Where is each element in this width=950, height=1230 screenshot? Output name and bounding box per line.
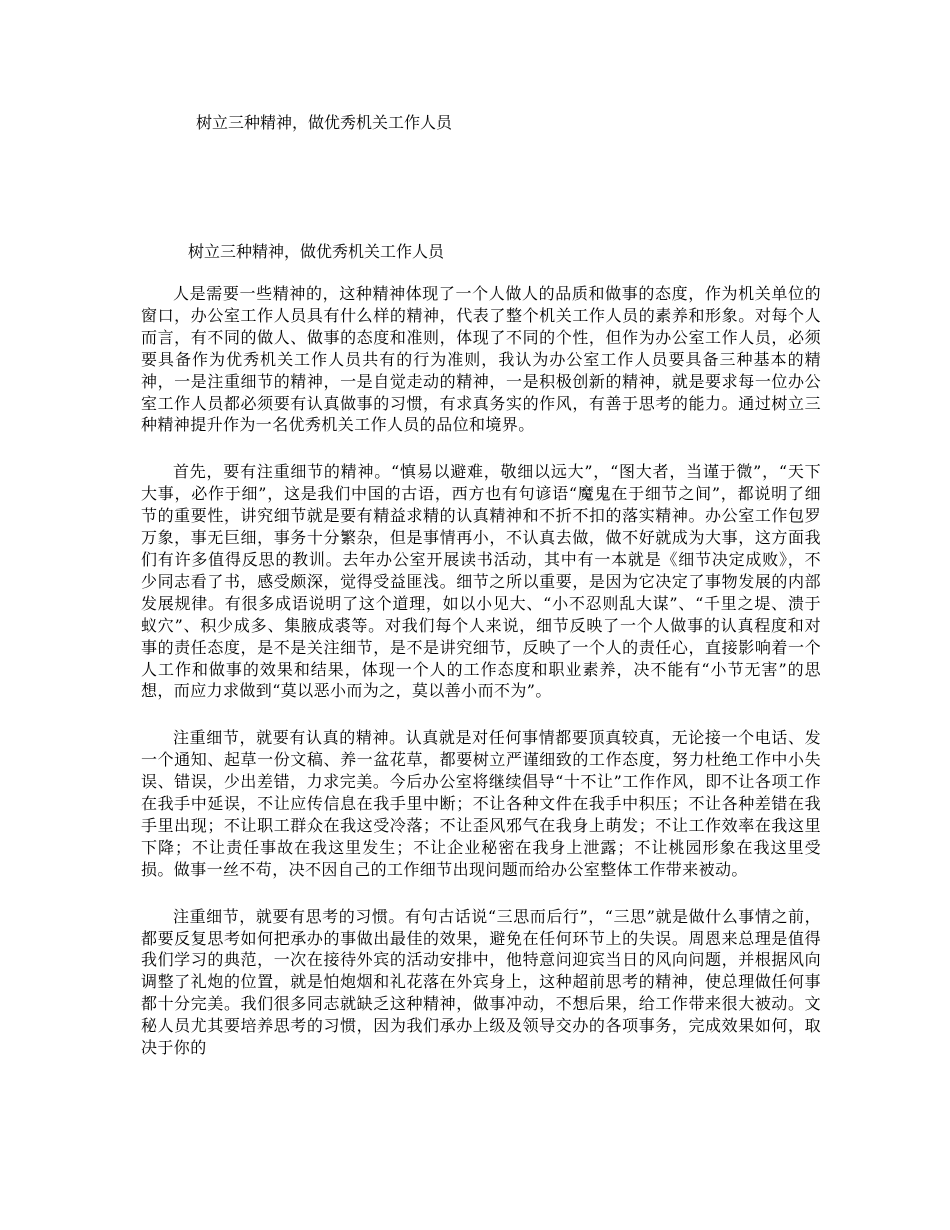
document-body — [141, 283, 821, 1084]
document-title: 树立三种精神，做优秀机关工作人员 — [196, 113, 453, 132]
paragraph-attention-to-detail: 首先，要有注重细节的精神。“慎易以避难，敬细以远大”，“图大者，当谨于微”，“天下大事，必作于细”，这是我们中国的古语，西方也有句谚语“魔鬼在于细节之间”，都说明了细节的重要性，讲究细节就是要有精益求精的认真精神和不折不扣的落实精神。办公室工作包罗万象，事无巨细，事务十分繁杂，但是事情再小，不认真去做，做不好就成为大事，这方面我们有许多值得反思的教训。去年办公室开展读书活动，其中有一本就是《细节决定成败》，不少同志看了书，感受颇深，觉得受益匪浅。细节之所以重要，是因为它决定了事物发展的内部发展规律。有很多成语说明了这个道理，如以小见大、“小不忍则乱大谋”、“千里之堤、溃于蚁穴”、积少成多、集腋成裘等。对我们每个人来说，细节反映了一个人做事的认真程度和对事的责任态度，是不是关注细节，是不是讲究细节，反映了一个人的责任心，直接影响着一个人工作和做事的效果和结果，体现一个人的工作态度和职业素养，决不能有“小节无害”的思想，而应力求做到“莫以恶小而为之，莫以善小而不为”。 — [141, 462, 821, 701]
paragraph-conscientious-spirit: 注重细节，就要有认真的精神。认真就是对任何事情都要顶真较真，无论接一个电话、发一个通知、起草一份文稿、养一盆花草，都要树立严谨细致的工作态度，努力杜绝工作中小失误、错误，少出差错，力求完美。今后办公室将继续倡导“十不让”工作作风，即不让各项工作在我手中延误，不让应传信息在我手里中断；不让各种文件在我手中积压；不让各种差错在我手里出现；不让职工群众在我这受冷落；不让歪风邪气在我身上萌发；不让工作效率在我这里下降；不让责任事故在我这里发生；不让企业秘密在我身上泄露；不让桃园形象在我这里受损。做事一丝不苟，决不因自己的工作细节出现问题而给办公室整体工作带来被动。 — [141, 728, 821, 879]
paragraph-thinking-habit: 注重细节，就要有思考的习惯。有句古话说“三思而后行”，“三思”就是做什么事情之前，都要反复思考如何把承办的事做出最佳的效果，避免在任何环节上的失误。周恩来总理是值得我们学习的典范，一次在接待外宾的活动安排中，他特意问迎宾当日的风向问题，并根据风向调整了礼炮的位置，就是怕炮烟和礼花落在外宾身上，这种超前思考的精神，使总理做任何事都十分完美。我们很多同志就缺乏这种精神，做事冲动，不想后果，给工作带来很大被动。文秘人员尤其要培养思考的习惯，因为我们承办上级及领导交办的各项事务，完成效果如何，取决于你的 — [141, 906, 821, 1058]
paragraph-intro: 人是需要一些精神的，这种精神体现了一个人做人的品质和做事的态度，作为机关单位的窗口，办公室工作人员具有什么样的精神，代表了整个机关工作人员的素养和形象。对每个人而言，有不同的做人、做事的态度和准则，体现了不同的个性，但作为办公室工作人员，必须要具备作为优秀机关工作人员共有的行为准则，我认为办公室工作人员要具备三种基本的精神，一是注重细节的精神，一是自觉走动的精神，一是积极创新的精神，就是要求每一位办公室工作人员都必须要有认真做事的习惯，有求真务实的作风，有善于思考的能力。通过树立三种精神提升作为一名优秀机关工作人员的品位和境界。 — [141, 284, 821, 435]
document-subtitle: 树立三种精神，做优秀机关工作人员 — [188, 242, 445, 261]
